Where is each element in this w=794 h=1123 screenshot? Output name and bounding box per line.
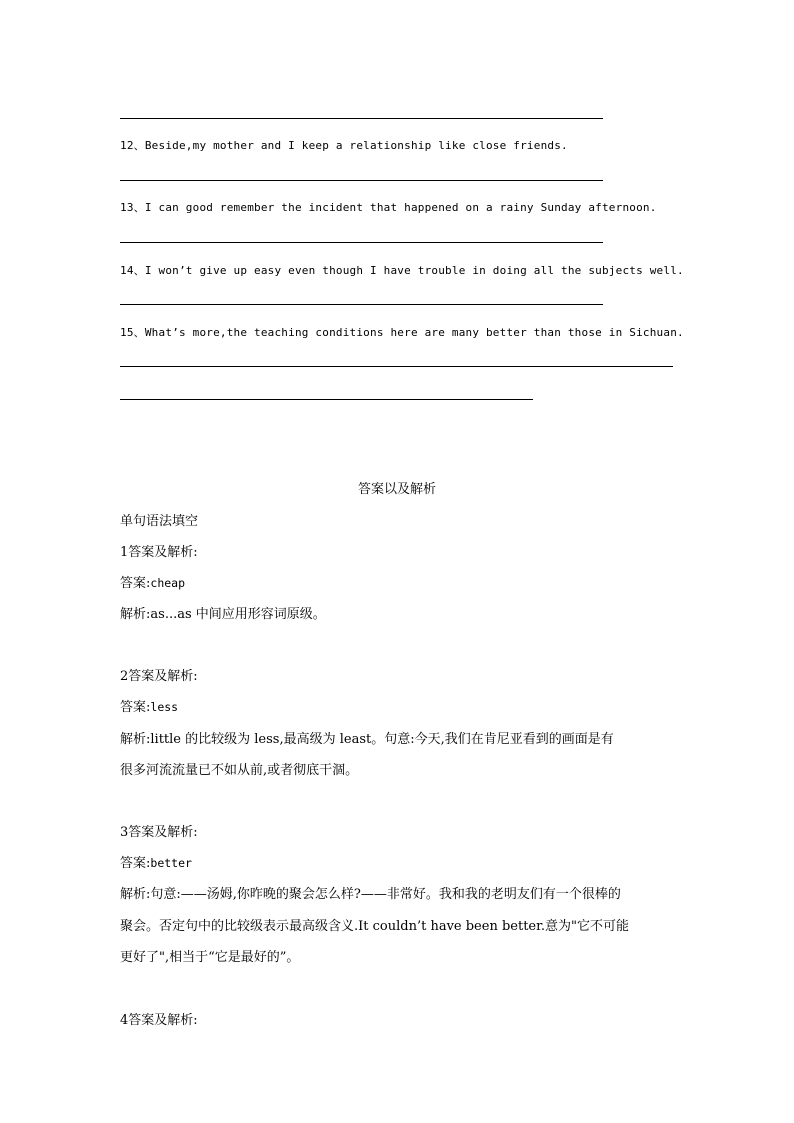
answer-block-header: 1答案及解析: <box>120 545 198 560</box>
exercise-item-12 <box>120 137 568 153</box>
answer-line <box>120 366 673 367</box>
item-sentence: I can good remember the incident that happened on a rainy Sunday afternoon. <box>144 201 657 214</box>
analysis-line-2a <box>120 728 614 747</box>
analysis-text: little 的比较级为 less,最高级为 least。句意:今天,我们在肯尼亚看到的画面是有 <box>150 732 614 747</box>
section-heading: 单句语法填空 <box>120 514 199 529</box>
exercise-item-13 <box>120 199 657 215</box>
answer-block-header: 2答案及解析: <box>120 669 198 684</box>
analysis-label: 解析: <box>120 887 151 902</box>
answer-block-header: 3答案及解析: <box>120 825 198 840</box>
answer-line <box>120 399 533 400</box>
exercise-item-14 <box>120 262 684 278</box>
answer-line <box>120 180 603 181</box>
item-number: 13、 <box>120 201 145 214</box>
answer-line <box>120 242 603 243</box>
answer-label: 答案: <box>120 700 151 715</box>
answer-line-3 <box>120 852 192 871</box>
item-sentence: Beside,my mother and I keep a relationship like close friends. <box>144 139 568 152</box>
analysis-line-3b: 聚会。否定句中的比较级表示最高级含义.It couldn’t have been better.意为"它不可能 <box>120 919 630 934</box>
answer-value: better <box>150 856 192 870</box>
analysis-line-2b: 很多河流流量已不如从前,或者彻底干涸。 <box>120 763 359 778</box>
answer-value: cheap <box>150 576 186 590</box>
answer-line <box>120 118 603 119</box>
analysis-line-3c: 更好了",相当于“它是最好的”。 <box>120 950 300 965</box>
item-sentence: I won’t give up easy even though I have trouble in doing all the subjects well. <box>144 264 684 277</box>
answers-title: 答案以及解析 <box>357 482 436 497</box>
answer-line <box>120 304 603 305</box>
exercise-item-15 <box>120 324 684 340</box>
item-number: 15、 <box>120 326 145 339</box>
answer-block-header: 4答案及解析: <box>120 1013 198 1028</box>
analysis-line-3a <box>120 883 621 902</box>
item-number: 14、 <box>120 264 145 277</box>
item-sentence: What’s more,the teaching conditions here are many better than those in Sichuan. <box>144 326 684 339</box>
answer-label: 答案: <box>120 576 151 591</box>
analysis-label: 解析: <box>120 732 151 747</box>
answer-value: less <box>150 700 179 714</box>
analysis-text: 句意:——汤姆,你昨晚的聚会怎么样?——非常好。我和我的老明友们有一个很棒的 <box>150 887 621 902</box>
answer-line-1 <box>120 572 185 591</box>
analysis-text: as...as 中间应用形容词原级。 <box>150 607 326 622</box>
answer-line-2 <box>120 696 178 715</box>
item-number: 12、 <box>120 139 145 152</box>
analysis-line-1 <box>120 603 326 622</box>
answer-label: 答案: <box>120 856 151 871</box>
analysis-label: 解析: <box>120 607 151 622</box>
